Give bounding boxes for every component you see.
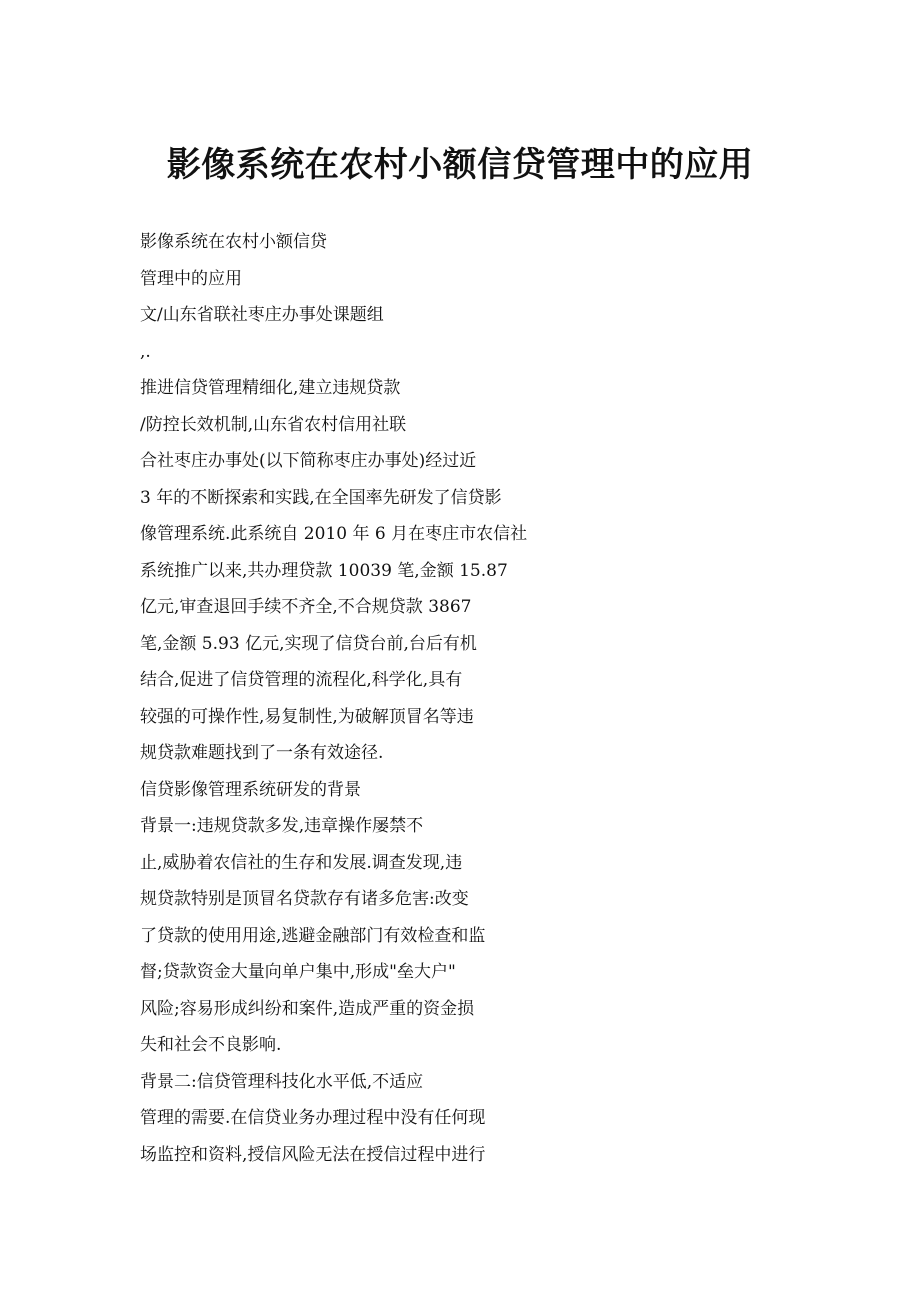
body-line: 系统推广以来,共办理贷款 10039 笔,金额 15.87	[140, 560, 508, 581]
document-body	[140, 224, 840, 1173]
body-line: 督;贷款资金大量向单户集中,形成"垒大户"	[140, 962, 456, 982]
author-line: 文/山东省联社枣庄办事处课题组	[140, 305, 384, 325]
body-line: 场监控和资料,授信风险无法在授信过程中进行	[140, 1144, 486, 1165]
body-line: 风险;容易形成纠纷和案件,造成严重的资金损	[140, 998, 475, 1019]
body-line: 了贷款的使用用途,逃避金融部门有效检查和监	[140, 925, 486, 946]
section-heading: 信贷影像管理系统研发的背景	[140, 779, 361, 800]
body-line: 影像系统在农村小额信贷	[140, 232, 327, 252]
body-line: 笔,金额 5.93 亿元,实现了信贷台前,台后有机	[140, 633, 477, 654]
body-line: 管理的需要.在信贷业务办理过程中没有任何现	[140, 1108, 486, 1128]
body-line: 失和社会不良影响.	[140, 1035, 282, 1055]
body-line: 像管理系统.此系统自 2010 年 6 月在枣庄市农信社	[140, 524, 528, 544]
body-line: 背景一:违规贷款多发,违章操作屡禁不	[140, 816, 424, 836]
body-line: 规贷款难题找到了一条有效途径.	[140, 743, 384, 763]
body-line: 规贷款特别是顶冒名贷款存有诸多危害:改变	[140, 889, 469, 909]
body-line: /防控长效机制,山东省农村信用社联	[140, 414, 407, 435]
document-title: 影像系统在农村小额信贷管理中的应用	[166, 145, 754, 185]
body-line: 较强的可操作性,易复制性,为破解顶冒名等违	[140, 706, 474, 727]
body-line: 管理中的应用	[140, 268, 242, 289]
body-line: 结合,促进了信贷管理的流程化,科学化,具有	[140, 670, 463, 690]
body-line: ,.	[140, 341, 151, 362]
body-line: 合社枣庄办事处(以下简称枣庄办事处)经过近	[140, 451, 477, 471]
body-line: 3 年的不断探索和实践,在全国率先研发了信贷影	[140, 487, 502, 508]
body-line: 亿元,审查退回手续不齐全,不合规贷款 3867	[140, 597, 472, 617]
body-line: 止,威胁着农信社的生存和发展.调查发现,违	[140, 852, 463, 873]
body-line: 背景二:信贷管理科技化水平低,不适应	[140, 1071, 424, 1092]
body-line: 推进信贷管理精细化,建立违规贷款	[140, 378, 401, 398]
